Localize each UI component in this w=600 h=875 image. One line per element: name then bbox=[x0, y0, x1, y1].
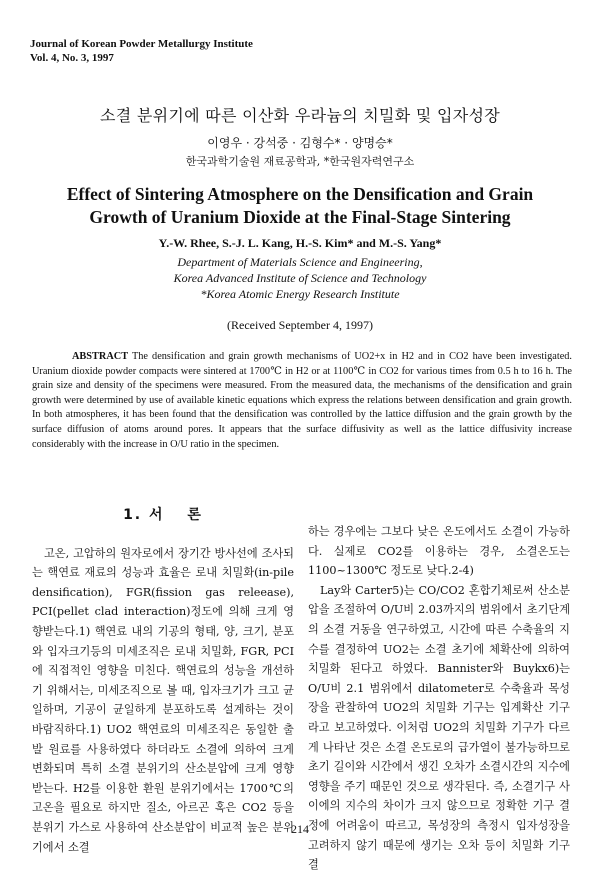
received-date: (Received September 4, 1997) bbox=[227, 318, 373, 332]
abstract-label: ABSTRACT bbox=[72, 351, 129, 362]
english-authors: Y.-W. Rhee, S.-J. L. Kang, H.-S. Kim* and M.-S. Yang* bbox=[158, 236, 442, 250]
affiliation-line3: *Korea Atomic Energy Research Institute bbox=[200, 287, 400, 301]
english-title-line2: Growth of Uranium Dioxide at the Final-Stage Sintering bbox=[89, 207, 511, 227]
journal-name: Journal of Korean Powder Metallurgy Institute bbox=[30, 38, 253, 50]
affiliation-line2: Korea Advanced Institute of Science and Technology bbox=[173, 271, 427, 285]
english-title-line1: Effect of Sintering Atmosphere on the Densification and Grain bbox=[66, 184, 534, 204]
affiliation-line1: Department of Materials Science and Engineering, bbox=[177, 255, 423, 269]
korean-title: 소결 분위기에 따른 이산화 우라늄의 치밀화 및 입자성장 bbox=[99, 106, 501, 125]
abstract-text: The densification and grain growth mechanisms of UO2+x in H2 and in CO2 have been investigated. Uranium dioxide powder compacts were sintered at 1700℃ in H2 or at 1100℃ in CO2 for various times from 0.5 h to 16 h. The grain size and density of the specimens were measured. From the measured data, the mechanisms of the densification and grain growth were determined by use of available kinetic equations which express the relations between densification and grain growth. In both atmospheres, it has been found that the densification was controlled by the lattice diffusion and the grain growth by the surface diffusion of atoms around pores. It appears that the surface diffusivity as well as the lattice diffusivity increase considerably with the increase in O/U ratio in the specimen. bbox=[32, 351, 572, 450]
abstract bbox=[32, 350, 572, 452]
body-paragraph: Lay와 Carter5)는 CO/CO2 혼합기체로써 산소분압을 조절하여 O/U비 2.03까지의 범위에서 초기단계의 소결 거동을 연구하였고, 시간에 따른 수축율의 지수를 결정하여 UO2는 소결 초기에 체확산에 의하여 치밀화 된다고 하였다. Bannister와 Buykx6)는 O/U비 2.1 범위에서 dilatometer로 수축율과 목성장을 관찰하여 UO2의 치밀화 기구는 입계확산 기구라고 보고하였다. 이처럼 UO2의 치밀화 기구가 다르게 나타난 것은 소결 온도로의 급가열이 불가능하므로 초기 길이와 시간에서 생긴 오차가 소결시간의 지수에 영향을 주기 때문인 것으로 생각된다. 즉, 소결기구 사이에의 지수의 차이가 크지 않으므로 정확한 기구 결정에 어려움이 따르고, 목성장의 측정시 입자성장을 고려하지 않기 때문에 생기는 오차 등이 치밀화 기구 결 bbox=[308, 583, 570, 872]
korean-authors: 이영우 · 강석중 · 김형수* · 양명승* bbox=[207, 136, 393, 150]
left-column bbox=[32, 502, 294, 857]
section-heading: 1. 서 론 bbox=[123, 507, 203, 523]
journal-header bbox=[30, 38, 253, 65]
korean-affiliation: 한국과학기술원 재료공학과, *한국원자력연구소 bbox=[185, 155, 415, 168]
body-paragraph: 고온, 고압하의 원자로에서 장기간 방사선에 조사되는 핵연료 재료의 성능과 효율은 로내 치밀화(in-pile densification), FGR(fission gas releease), PCI(pellet clad interaction)정도에 의해 크게 영향받는다.1) 핵연료 내의 기공의 형태, 양, 크기, 분포와 입자크기등의 미세조직은 로내 치밀화, FGR, PCI에 직접적인 영향을 미친다. 핵연료의 성능을 개선하기 위해서는, 미세조직으로 볼 때, 입자크기가 크고 균일하며, 기공이 균일하게 분포하도록 설계하는 것이 바람직하다.1) UO2 핵연료의 미세조직은 동일한 출발 원료를 사용하였다 하더라도 소결에 의하여 크게 변화되며 특히 소결 분위기의 산소분압에 크게 영향 받는다. H2를 이용한 환원 분위기에서는 1700℃의 고온을 필요로 하지만 질소, 아르곤 혹은 CO2 등을 분위기 가스로 사용하여 산소분압이 비교적 높은 분위기에서 소결 bbox=[32, 546, 294, 854]
page-number: 214 bbox=[291, 822, 309, 836]
english-title bbox=[0, 183, 600, 229]
english-affiliation bbox=[0, 254, 600, 302]
body-paragraph: 하는 경우에는 그보다 낮은 온도에서도 소결이 가능하다. 실제로 CO2를 이용하는 경우, 소결온도는 1100~1300℃ 정도로 낮다.2-4) bbox=[308, 525, 570, 578]
journal-volume: Vol. 4, No. 3, 1997 bbox=[30, 51, 114, 64]
